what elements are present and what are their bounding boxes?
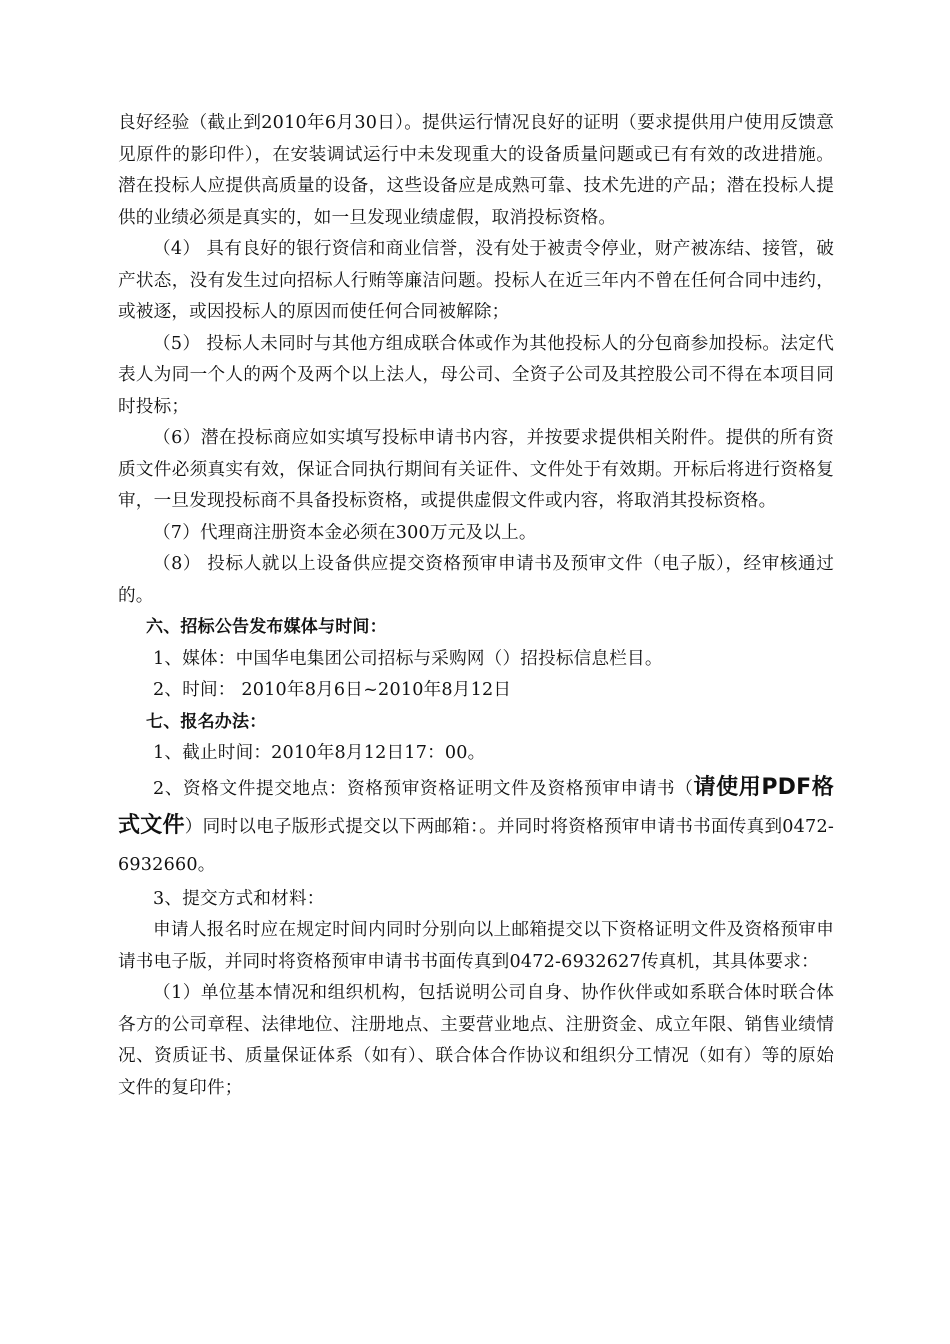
item-4-credit: （4） 具有良好的银行资信和商业信誉，没有处于被责令停业，财产被冻结、接管，破产状态，没有发生过向招标人行贿等廉洁问题。投标人在近三年内不曾在任何合同中违约，或被逐，或因投标人的原因而使任何合同被解除； xyxy=(118,239,834,322)
section-7-heading: 七、报名办法： xyxy=(146,711,267,732)
section-7-deadline: 1、截止时间：2010年8月12日17：00。 xyxy=(153,743,486,763)
section-6-media: 1、媒体：中国华电集团公司招标与采购网（）招投标信息栏目。 xyxy=(153,648,663,669)
section-6-heading: 六、招标公告发布媒体与时间： xyxy=(146,617,387,637)
item-7-capital: （7）代理商注册资本金必须在300万元及以上。 xyxy=(153,522,537,543)
paragraph-experience: 良好经验（截止到2010年6月30日）。提供运行情况良好的证明（要求提供用户使用反馈意见原件的影印件），在安装调试运行中未发现重大的设备质量问题或已有有效的改进措施。潜在投标人应提供高质量的设备，这些设备应是成熟可靠、技术先进的产品；潜在投标人提供的业绩必须是真实的，如一旦发现业绩虚假，取消投标资格。 xyxy=(118,113,834,228)
document-body xyxy=(118,108,834,1104)
section-7-location-emphasis: 请使用PDF格式文件 xyxy=(118,774,834,838)
section-7-location-text-a: 2、资格文件提交地点：资格预审资格证明文件及资格预审申请书（ xyxy=(153,778,694,799)
section-6-time: 2、时间： 2010年8月6日~2010年8月12日 xyxy=(153,680,512,700)
section-7-requirements: 申请人报名时应在规定时间内同时分别向以上邮箱提交以下资格证明文件及资格预审申请书电子版，并同时将资格预审申请书书面传真到0472-6932627传真机，其具体要求： xyxy=(118,920,834,972)
item-8-prequalification: （8） 投标人就以上设备供应提交资格预审申请书及预审文件（电子版），经审核通过的。 xyxy=(118,554,834,606)
section-7-location-text-b: ）同时以电子版形式提交以下两邮箱：。并同时将资格预审申请书书面传真到0472-6932660。 xyxy=(118,816,834,875)
item-5-consortium: （5） 投标人未同时与其他方组成联合体或作为其他投标人的分包商参加投标。法定代表人为同一个人的两个及两个以上法人，母公司、全资子公司及其控股公司不得在本项目同时投标； xyxy=(118,333,834,417)
item-6-application: （6）潜在投标商应如实填写投标申请书内容，并按要求提供相关附件。提供的所有资质文件必须真实有效，保证合同执行期间有关证件、文件处于有效期。开标后将进行资格复审，一旦发现投标商不具备投标资格，或提供虚假文件或内容，将取消其投标资格。 xyxy=(118,428,834,511)
section-7-item-1: （1）单位基本情况和组织机构，包括说明公司自身、协作伙伴或如系联合体时联合体各方的公司章程、法律地位、注册地点、主要营业地点、注册资金、成立年限、销售业绩情况、资质证书、质量保证体系（如有）、联合体合作协议和组织分工情况（如有）等的原始文件的复印件； xyxy=(118,983,834,1098)
section-7-location xyxy=(118,770,834,884)
section-7-method: 3、提交方式和材料： xyxy=(153,888,325,909)
